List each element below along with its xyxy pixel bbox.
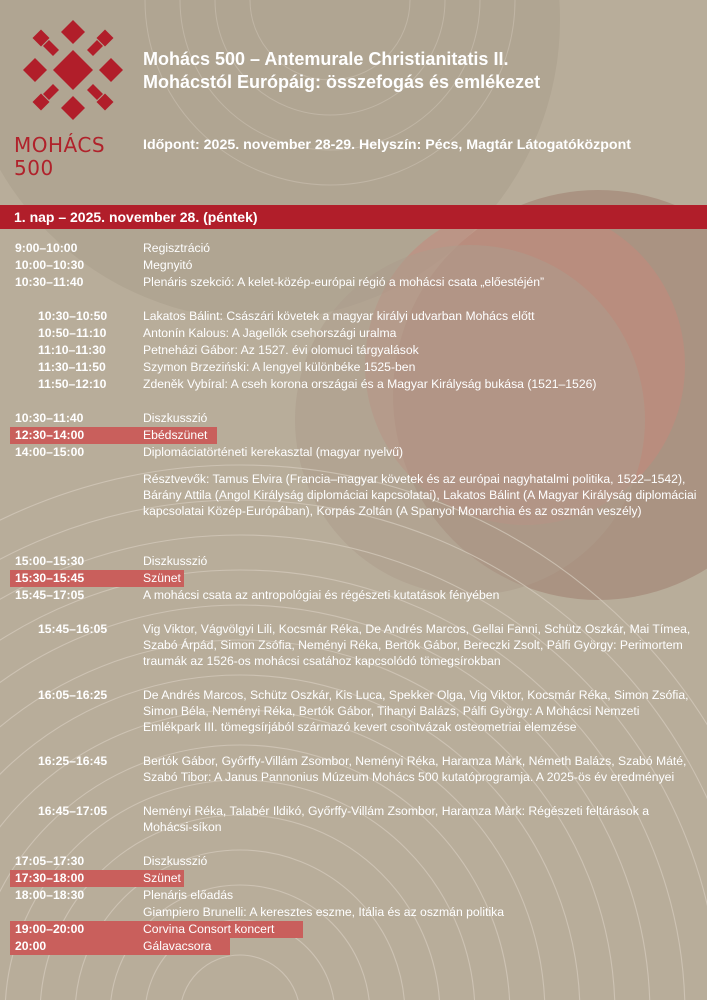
row-desc: Plenáris szekció: A kelet-közép-európai régió a mohácsi csata „előestéjén”	[143, 275, 545, 289]
row-desc: Diszkusszió	[143, 411, 208, 425]
row-desc: Ebédszünet	[143, 428, 208, 442]
row-time: 18:00–18:30	[15, 888, 85, 902]
row-time: 14:00–15:00	[15, 445, 85, 459]
row-time: 11:50–12:10	[38, 377, 107, 391]
row-time: 16:25–16:45	[38, 754, 108, 768]
row-time: 10:30–11:40	[15, 411, 84, 425]
row-desc: Antonín Kalous: A Jagellók csehországi uralma	[143, 326, 397, 340]
page-title: Mohács 500 – Antemurale Christianitatis II. Mohácstól Európáig: összefogás és emlékezet	[143, 49, 541, 92]
row-time: 10:30–10:50	[38, 309, 108, 323]
row-time: 16:05–16:25	[38, 688, 108, 702]
row-time: 15:45–16:05	[38, 622, 108, 636]
row-desc: Vig Viktor, Vágvölgyi Lili, Kocsmár Réka, De Andrés Marcos, Gellai Fanni, Schütz Oszkár, Mai Tímea, Szabó Árpád, Simon Zsófia, Neményi Réka, Bertók Gábor, Bereczki Zsolt, Pálfi György: Perimortem traumák az 1526-os mohácsi csatához kapcsolódó tömegsírokban	[143, 622, 691, 669]
row-desc: Diszkusszió	[143, 554, 208, 568]
row-desc: Szünet	[143, 571, 181, 585]
day-header: 1. nap – 2025. november 28. (péntek)	[0, 205, 707, 229]
row-time: 11:30–11:50	[38, 360, 106, 374]
row-desc: Petneházi Gábor: Az 1527. évi olomuci tárgyalások	[143, 343, 419, 357]
row-desc: Gálavacsora	[143, 939, 212, 953]
row-desc: De Andrés Marcos, Schütz Oszkár, Kis Luca, Spekker Olga, Vig Viktor, Kocsmár Réka, Simon Zsófia, Simon Béla, Neményi Réka, Bertók Gábor, Tihanyi Balázs, Pálfi György: A Mohácsi Nemzeti Emlékpark III. tömegsírjából származó kevert csontvázak osteometriai elemzése	[143, 688, 689, 735]
event-meta: Időpont: 2025. november 28-29. Helyszín: Pécs, Magtár Látogatóközpont	[143, 137, 631, 153]
row-time: 11:10–11:30	[38, 343, 106, 357]
row-time: 15:45–17:05	[15, 588, 85, 602]
row-time: 19:00–20:00	[15, 922, 85, 936]
row-desc: Neményi Réka, Talabér Ildikó, Győrffy-Villám Zsombor, Haramza Márk: Régészeti feltárások a Mohácsi-síkon	[143, 804, 649, 835]
row-desc: A mohácsi csata az antropológiai és régészeti kutatások fényében	[143, 588, 500, 602]
row-time: 20:00	[15, 939, 47, 953]
ornament-icon	[14, 18, 132, 128]
mohacs-500-logo	[14, 18, 132, 183]
row-time: 10:50–11:10	[38, 326, 107, 340]
row-time: 17:05–17:30	[15, 854, 85, 868]
row-desc: Plenáris előadás	[143, 888, 234, 902]
row-time: 12:30–14:00	[15, 428, 85, 442]
row-desc: Regisztráció	[143, 241, 211, 255]
row-desc: Lakatos Bálint: Császári követek a magyar királyi udvarban Mohács előtt	[143, 309, 535, 323]
row-desc: Corvina Consort koncert	[143, 922, 275, 936]
row-time: 15:00–15:30	[15, 554, 85, 568]
row-desc: Megnyitó	[143, 258, 193, 272]
row-desc: Szymon Brzeziński: A lengyel különbéke 1525-ben	[143, 360, 416, 374]
row-time: 17:30–18:00	[15, 871, 85, 885]
row-desc: Bertók Gábor, Győrffy-Villám Zsombor, Neményi Réka, Haramza Márk, Németh Balázs, Szabó Máté, Szabó Tibor: A Janus Pannonius Múzeum Mohács 500 kutatóprogramja. A 2025-ös év eredményei	[143, 754, 687, 785]
row-desc: Zdeněk Vybíral: A cseh korona országai és a Magyar Királyság bukása (1521–1526)	[143, 377, 597, 391]
row-time: 10:00–10:30	[15, 258, 85, 272]
row-desc: Giampiero Brunelli: A keresztes eszme, Itália és az oszmán politika	[143, 905, 505, 919]
logo-wordmark: MOHÁCS 500	[14, 133, 106, 180]
row-desc: Szünet	[143, 871, 181, 885]
row-desc: Résztvevők: Tamus Elvira (Francia–magyar követek és az európai nagyhatalmi politika, 1522–1542), Bárány Attila (Angol Királyság diplomáciai kapcsolatai), Lakatos Bálint (A Magyar Királyság diplomáciai kapcsolatai Közép-Európában), Korpás Zoltán (A Spanyol Monarchia és az oszmán veszély)	[143, 472, 697, 519]
row-time: 10:30–11:40	[15, 275, 84, 289]
row-time: 9:00–10:00	[15, 241, 78, 255]
row-time: 16:45–17:05	[38, 804, 108, 818]
row-time: 15:30–15:45	[15, 571, 85, 585]
row-desc: Diplomáciatörténeti kerekasztal (magyar nyelvű)	[143, 445, 404, 459]
row-desc: Diszkusszió	[143, 854, 208, 868]
